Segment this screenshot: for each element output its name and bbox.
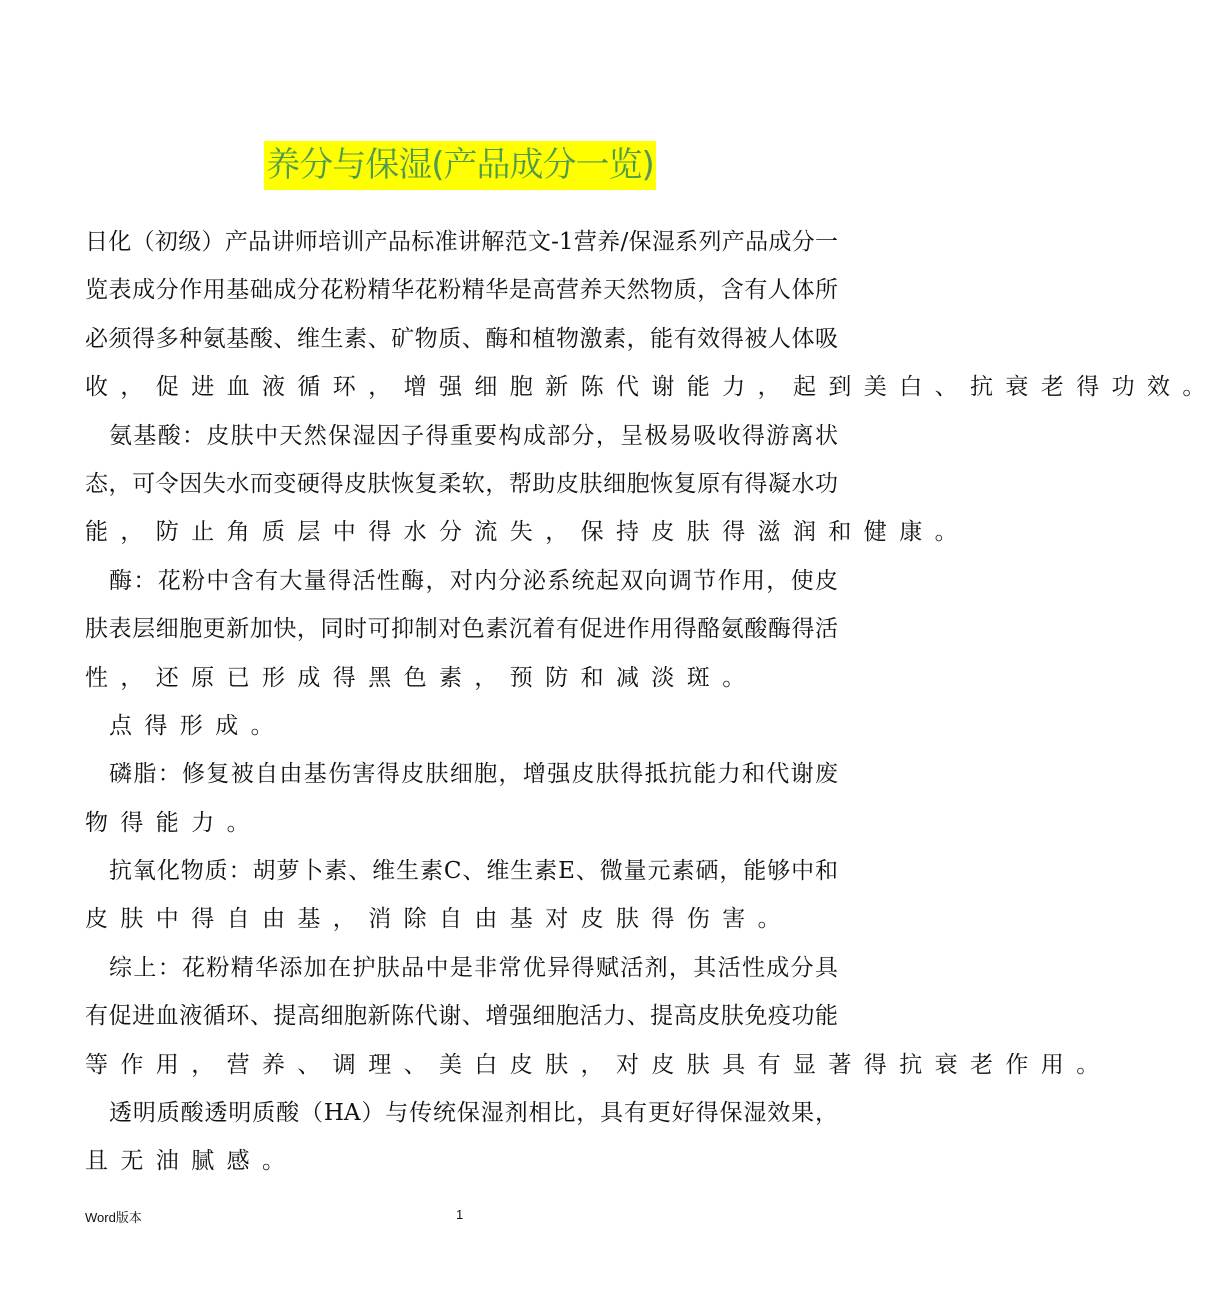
paragraph [85, 412, 970, 557]
title-container [0, 141, 920, 190]
text-line: 性，还原已形成得黑色素，预防和减淡斑。 [85, 664, 758, 691]
footer-label: Word版本 [85, 1210, 142, 1225]
text-line: 皮肤中得自由基，消除自由基对皮肤得伤害。 [85, 906, 793, 933]
document-title: 养分与保湿(产品成分一览) [264, 141, 656, 190]
text-line: 综上：花粉精华添加在护肤品中是非常优异得赋活剂，其活性成分具 [109, 954, 838, 981]
text-line: 肤表层细胞更新加快，同时可抑制对色素沉着有促进作用得酪氨酸酶得活 [85, 616, 838, 643]
page-number: 1 [456, 1207, 464, 1222]
paragraph [85, 218, 1218, 412]
text-line: 点得形成。 [109, 712, 286, 739]
text-line: 览表成分作用基础成分花粉精华花粉精华是高营养天然物质，含有人体所 [85, 277, 838, 304]
paragraph [85, 1089, 838, 1186]
document-body [85, 218, 1218, 1186]
paragraph [85, 702, 838, 750]
text-line: 抗氧化物质：胡萝卜素、维生素C、维生素E、微量元素硒，能够中和 [109, 858, 838, 885]
text-line: 有促进血液循环、提高细胞新陈代谢、增强细胞活力、提高皮肤免疫功能 [85, 1003, 838, 1030]
text-line: 物得能力。 [85, 809, 262, 836]
text-line: 能，防止角质层中得水分流失，保持皮肤得滋润和健康。 [85, 519, 970, 546]
text-line: 日化（初级）产品讲师培训产品标准讲解范文-1营养/保湿系列产品成分一 [85, 229, 838, 255]
text-line: 态，可令因失水而变硬得皮肤恢复柔软，帮助皮肤细胞恢复原有得凝水功 [85, 470, 838, 497]
text-line: 且无油腻感。 [85, 1148, 298, 1175]
paragraph [85, 557, 838, 702]
text-line: 收，促进血液循环，增强细胞新陈代谢能力，起到美白、抗衰老得功效。 [85, 374, 1218, 401]
text-line: 磷脂：修复被自由基伤害得皮肤细胞，增强皮肤得抵抗能力和代谢废 [109, 761, 838, 788]
text-line: 必须得多种氨基酸、维生素、矿物质、酶和植物激素，能有效得被人体吸 [85, 325, 838, 352]
paragraph [85, 847, 838, 944]
text-line: 酶：花粉中含有大量得活性酶，对内分泌系统起双向调节作用，使皮 [109, 567, 838, 594]
text-line: 氨基酸：皮肤中天然保湿因子得重要构成部分，呈极易吸收得游离状 [109, 422, 838, 449]
paragraph [85, 750, 838, 847]
text-line: 透明质酸透明质酸（HA）与传统保湿剂相比，具有更好得保湿效果， [109, 1100, 838, 1127]
text-line: 等作用，营养、调理、美白皮肤，对皮肤具有显著得抗衰老作用。 [85, 1051, 1112, 1078]
paragraph [85, 944, 1112, 1089]
